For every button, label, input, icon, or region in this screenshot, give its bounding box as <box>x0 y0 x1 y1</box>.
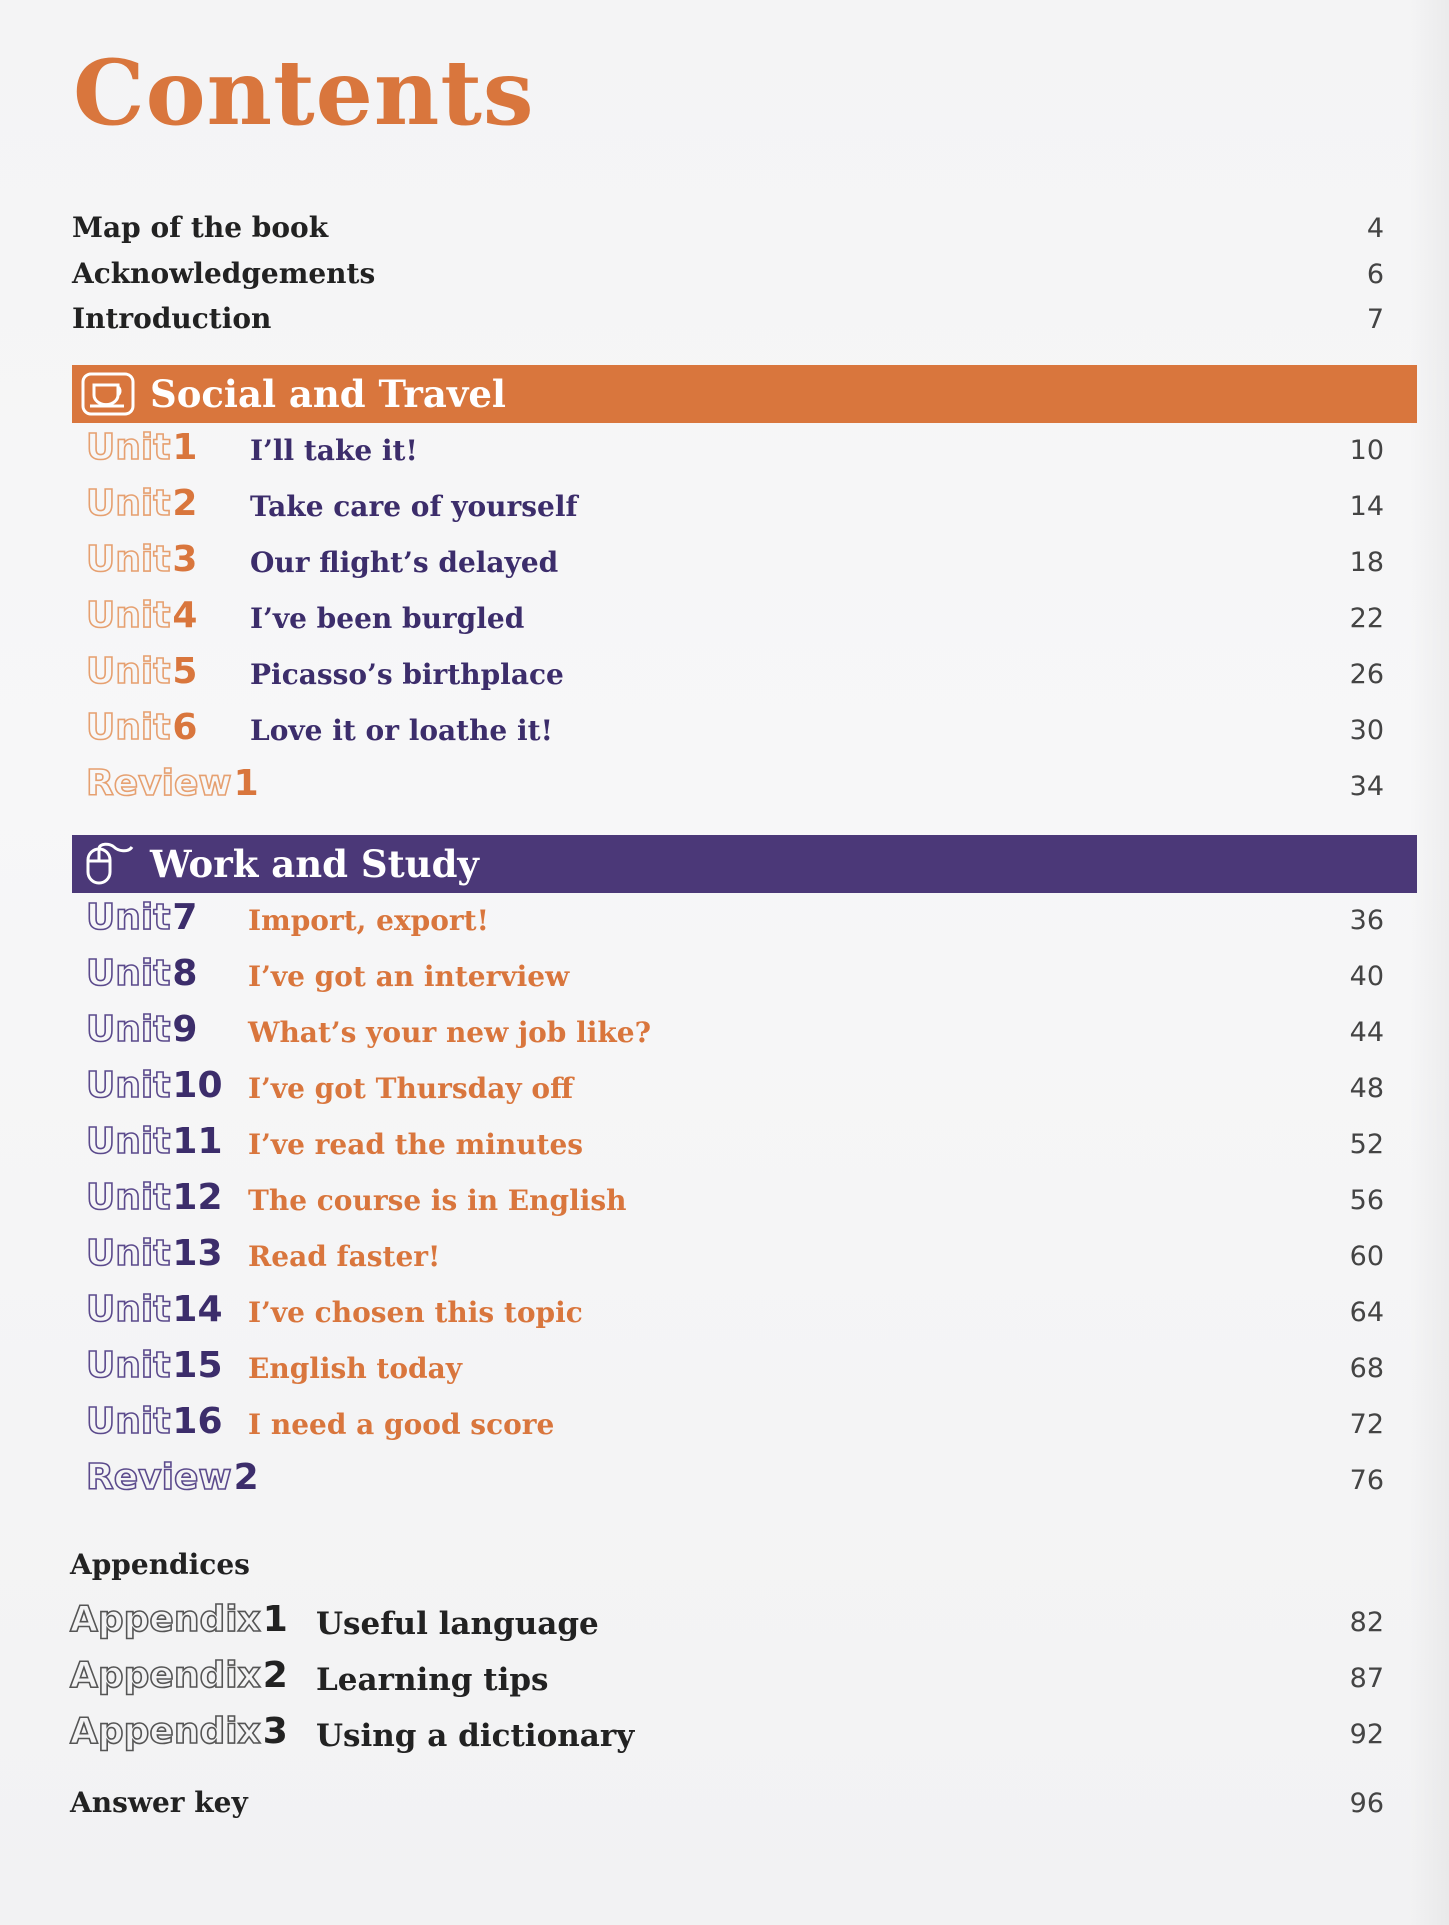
toc-entry-unit-4[interactable] <box>0 593 1449 643</box>
toc-page-number: 82 <box>1349 1607 1384 1638</box>
toc-entry-unit-5[interactable] <box>0 649 1449 699</box>
unit-number: 9 <box>172 1009 198 1050</box>
mouse-icon <box>80 841 136 887</box>
unit-number: 11 <box>172 1121 223 1162</box>
appendices-heading <box>0 1540 1449 1590</box>
unit-number: 16 <box>172 1401 223 1442</box>
toc-entry-unit-8[interactable] <box>0 951 1449 1001</box>
review-number: 2 <box>233 1457 259 1498</box>
unit-title: I’ve chosen this topic <box>248 1296 583 1329</box>
toc-page-number: 48 <box>1349 1073 1384 1104</box>
toc-entry-unit-7[interactable] <box>0 895 1449 945</box>
unit-label: Unit8 <box>86 953 198 994</box>
appendix-number: 2 <box>262 1655 288 1696</box>
section-header-work-study <box>72 835 1417 893</box>
toc-page-number: 52 <box>1349 1129 1384 1160</box>
unit-label: Unit5 <box>86 651 198 692</box>
unit-label: Unit12 <box>86 1177 223 1218</box>
toc-entry-label: Introduction <box>72 302 272 335</box>
unit-label: Unit10 <box>86 1065 223 1106</box>
unit-label: Unit16 <box>86 1401 223 1442</box>
review-number: 1 <box>233 763 259 804</box>
unit-title: I’ve been burgled <box>250 602 525 635</box>
section-header-social-travel <box>72 365 1417 423</box>
unit-number: 10 <box>172 1065 223 1106</box>
toc-page-number: 87 <box>1349 1663 1384 1694</box>
unit-title: I’ve got Thursday off <box>248 1072 574 1105</box>
toc-page-number: 10 <box>1349 435 1384 466</box>
toc-page-number: 60 <box>1349 1241 1384 1272</box>
toc-page-number: 76 <box>1349 1465 1384 1496</box>
toc-entry-label: Acknowledgements <box>72 257 376 290</box>
toc-page-number: 68 <box>1349 1353 1384 1384</box>
toc-entry-map-of-the-book[interactable] <box>0 203 1449 253</box>
toc-entry-label: Map of the book <box>72 211 329 244</box>
unit-number: 2 <box>172 483 198 524</box>
unit-number: 14 <box>172 1289 223 1330</box>
toc-page-number: 34 <box>1349 771 1384 802</box>
toc-entry-unit-12[interactable] <box>0 1175 1449 1225</box>
toc-page-number: 6 <box>1366 259 1384 290</box>
unit-title: Import, export! <box>248 904 489 937</box>
unit-title: I need a good score <box>248 1408 555 1441</box>
toc-entry-unit-3[interactable] <box>0 537 1449 587</box>
toc-page-number: 26 <box>1349 659 1384 690</box>
unit-number: 5 <box>172 651 198 692</box>
unit-number: 12 <box>172 1177 223 1218</box>
review-label: Review2 <box>86 1457 259 1498</box>
toc-page-number: 14 <box>1349 491 1384 522</box>
toc-entry-unit-10[interactable] <box>0 1063 1449 1113</box>
appendix-title: Learning tips <box>316 1662 549 1698</box>
unit-label: Unit14 <box>86 1289 223 1330</box>
unit-title: What’s your new job like? <box>248 1016 651 1049</box>
unit-label: Unit11 <box>86 1121 223 1162</box>
unit-number: 7 <box>172 897 198 938</box>
review-label: Review1 <box>86 763 259 804</box>
page-edge-shadow <box>1409 0 1449 1925</box>
unit-title: Our flight’s delayed <box>250 546 559 579</box>
appendix-number: 3 <box>262 1711 288 1752</box>
unit-label: Unit2 <box>86 483 198 524</box>
appendix-label: Appendix3 <box>70 1711 288 1752</box>
unit-label: Unit7 <box>86 897 198 938</box>
toc-entry-unit-1[interactable] <box>0 425 1449 475</box>
unit-number: 13 <box>172 1233 223 1274</box>
unit-label: Unit15 <box>86 1345 223 1386</box>
unit-label: Unit3 <box>86 539 198 580</box>
toc-entry-unit-15[interactable] <box>0 1343 1449 1393</box>
toc-page-number: 36 <box>1349 905 1384 936</box>
toc-page-number: 22 <box>1349 603 1384 634</box>
section-title: Work and Study <box>150 842 479 886</box>
unit-title: Read faster! <box>248 1240 441 1273</box>
appendix-title: Using a dictionary <box>316 1718 635 1754</box>
toc-entry-answer-key[interactable] <box>0 1778 1449 1828</box>
unit-title: The course is in English <box>248 1184 627 1217</box>
toc-page-number: 92 <box>1349 1719 1384 1750</box>
unit-label: Unit13 <box>86 1233 223 1274</box>
toc-entry-unit-9[interactable] <box>0 1007 1449 1057</box>
toc-page-number: 4 <box>1366 213 1384 244</box>
toc-page-number: 64 <box>1349 1297 1384 1328</box>
unit-title: I’ll take it! <box>250 434 418 467</box>
toc-page-number: 30 <box>1349 715 1384 746</box>
toc-entry-introduction[interactable] <box>0 294 1449 344</box>
unit-title: I’ve read the minutes <box>248 1128 584 1161</box>
toc-page-number: 40 <box>1349 961 1384 992</box>
unit-title: I’ve got an interview <box>248 960 570 993</box>
unit-number: 1 <box>172 427 198 468</box>
appendices-label: Appendices <box>70 1548 250 1581</box>
toc-page-number: 44 <box>1349 1017 1384 1048</box>
unit-title: English today <box>248 1352 463 1385</box>
unit-label: Unit9 <box>86 1009 198 1050</box>
unit-number: 15 <box>172 1345 223 1386</box>
appendix-label: Appendix2 <box>70 1655 288 1696</box>
toc-page-number: 7 <box>1366 304 1384 335</box>
toc-page-number: 96 <box>1349 1788 1384 1819</box>
toc-page-number: 18 <box>1349 547 1384 578</box>
toc-entry-appendix-2[interactable] <box>0 1653 1449 1703</box>
section-title: Social and Travel <box>150 372 506 416</box>
unit-title: Love it or loathe it! <box>250 714 553 747</box>
toc-entry-unit-13[interactable] <box>0 1231 1449 1281</box>
unit-number: 8 <box>172 953 198 994</box>
appendix-title: Useful language <box>316 1606 599 1642</box>
toc-page-number: 56 <box>1349 1185 1384 1216</box>
toc-entry-acknowledgements[interactable] <box>0 249 1449 299</box>
unit-title: Take care of yourself <box>250 490 578 523</box>
unit-label: Unit4 <box>86 595 198 636</box>
unit-label: Unit6 <box>86 707 198 748</box>
cup-icon <box>80 371 136 417</box>
toc-page-number: 72 <box>1349 1409 1384 1440</box>
toc-entry-unit-11[interactable] <box>0 1119 1449 1169</box>
toc-entry-appendix-3[interactable] <box>0 1709 1449 1759</box>
unit-label: Unit1 <box>86 427 198 468</box>
toc-entry-review-1[interactable] <box>0 761 1449 811</box>
toc-entry-unit-6[interactable] <box>0 705 1449 755</box>
appendix-label: Appendix1 <box>70 1599 288 1640</box>
toc-entry-appendix-1[interactable] <box>0 1597 1449 1647</box>
unit-number: 6 <box>172 707 198 748</box>
page-title: Contents <box>73 40 535 146</box>
toc-entry-label: Answer key <box>70 1786 248 1819</box>
unit-number: 4 <box>172 595 198 636</box>
toc-entry-unit-2[interactable] <box>0 481 1449 531</box>
unit-title: Picasso’s birthplace <box>250 658 564 691</box>
toc-entry-unit-16[interactable] <box>0 1399 1449 1449</box>
toc-entry-unit-14[interactable] <box>0 1287 1449 1337</box>
appendix-number: 1 <box>262 1599 288 1640</box>
toc-entry-review-2[interactable] <box>0 1455 1449 1505</box>
unit-number: 3 <box>172 539 198 580</box>
